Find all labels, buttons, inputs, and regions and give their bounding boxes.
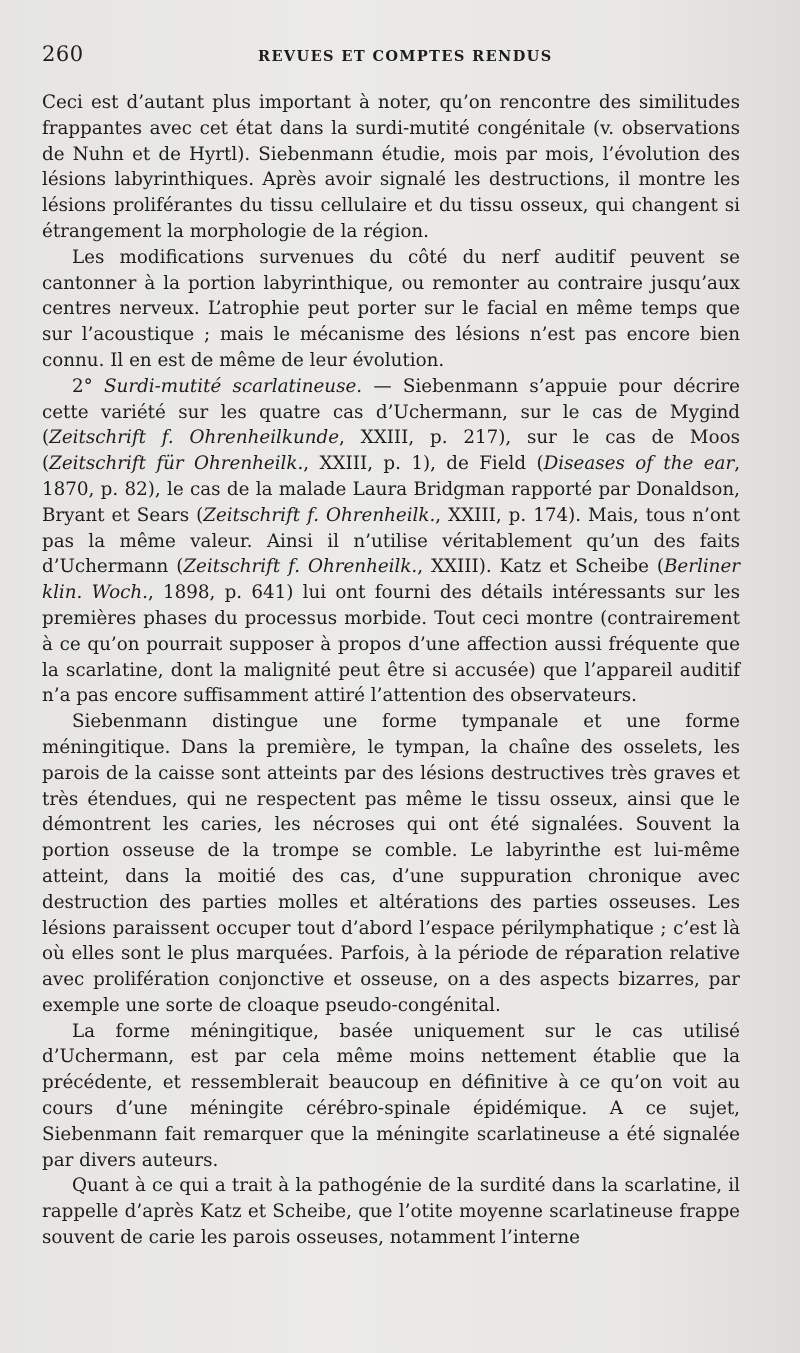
page-number: 260 — [42, 42, 84, 66]
p3-text-4: , XXIII, p. 1), de Field ( — [303, 453, 544, 475]
paragraph-6: Quant à ce qui a trait à la pathogénie de la surdité dans la scarlatine, il rappelle d’après Katz et Scheibe, que l’otite moyenne scarlatineuse frappe souvent de carie les parois osseuses, notamment l’interne — [42, 1175, 740, 1249]
paragraph-1: Ceci est d’autant plus important à noter, qu’on rencontre des similitudes frappantes avec cet état dans la surdi-mutité congénitale (v. observations de Nuhn et de Hyrtl). Siebenmann étudie, mois par mois, l’évolution des lésions labyrinthiques. Après avoir signalé les destructions, il montre les lésions proliférantes du tissu cellulaire et du tissu osseux, qui changent si étrangement la morphologie de la région. — [42, 92, 740, 242]
citation-title: Zeitschrift für Ohrenheilk. — [49, 453, 304, 475]
p3-text-1: 2° — [72, 375, 105, 397]
citation-title: Berliner klin. Woch. — [42, 556, 741, 604]
p3-text-2: — Siebenmann s’appuie pour décrire cette variété sur les quatre cas d’Uchermann, sur le cas de Mygind ( — [42, 375, 740, 449]
p3-text-3: , XXIII, p. 217), sur le cas de Moos ( — [42, 427, 740, 475]
citation-title: Diseases of the ear — [543, 453, 735, 475]
p3-text-7: , XXIII). Katz et Scheibe ( — [417, 556, 664, 578]
p3-text-8: , 1898, p. 641) lui ont fourni des détails intéressants sur les premières phases du processus morbide. Tout ceci montre (contrairement à ce qu’on pourrait supposer à propos d’une affection aussi fréquente que la scarlatine, dont la malignité peut être si accusée) que l’appareil auditif n’a pas encore suffisamment attiré l’attention des observateurs. — [42, 582, 740, 707]
citation-title: Zeitschrift f. Ohrenheilk. — [203, 504, 436, 526]
running-title: REVUES ET COMPTES RENDUS — [258, 48, 553, 65]
paragraph-2: Les modifications survenues du côté du nerf auditif peuvent se cantonner à la portion labyrinthique, ou remonter au contraire jusqu’aux centres nerveux. L’atrophie peut porter sur le facial en même temps que sur l’acoustique ; mais le mécanisme des lésions n’est pas encore bien connu. Il en est de même de leur évolution. — [42, 246, 740, 371]
body-text — [42, 90, 740, 1251]
paragraph-5: La forme méningitique, basée uniquement sur le cas utilisé d’Uchermann, est par cela même moins nettement établie que la précédente, et ressemblerait beaucoup en définitive à ce qu’on voit au cours d’une méningite cérébro-spinale épidémique. A ce sujet, Siebenmann fait remarquer que la méningite scarlatineuse a été signalée par divers auteurs. — [42, 1020, 740, 1171]
paragraph-4: Siebenmann distingue une forme tympanale et une forme méningitique. Dans la première, le tympan, la chaîne des osselets, les parois de la caisse sont atteints par des lésions destructives très graves et très étendues, qui ne respectent pas même le tissu osseux, ainsi que le démontrent les caries, les nécroses qui ont été signalées. Souvent la portion osseuse de la trompe se comble. Le labyrinthe est lui-même atteint, dans la moitié des cas, d’une suppuration chronique avec destruction des parties molles et altérations des parties osseuses. Les lésions paraissent occuper tout d’abord l’espace périlymphatique ; c’est là où elles sont le plus marquées. Parfois, à la période de réparation relative avec prolifération conjonctive et osseuse, on a des aspects bizarres, par exemple une sorte de cloaque pseudo-congénital. — [42, 711, 740, 1016]
p3-text-6: , XXIII, p. 174). Mais, tous n’ont pas la même valeur. Ainsi il n’utilise véritablement qu’un des faits d’Uchermann ( — [42, 504, 740, 578]
citation-title: Zeitschrift f. Ohrenheilk. — [183, 556, 418, 578]
paragraph-3 — [42, 374, 740, 709]
page-header — [42, 40, 740, 80]
section-heading-scarlatineuse: Surdi-mutité scarlatineuse. — [104, 375, 363, 397]
p3-text-5: , 1870, p. 82), le cas de la malade Laura Bridgman rapporté par Donaldson, Bryant et Sears ( — [42, 453, 740, 526]
citation-title: Zeitschrift f. Ohrenheilkunde — [49, 427, 340, 449]
